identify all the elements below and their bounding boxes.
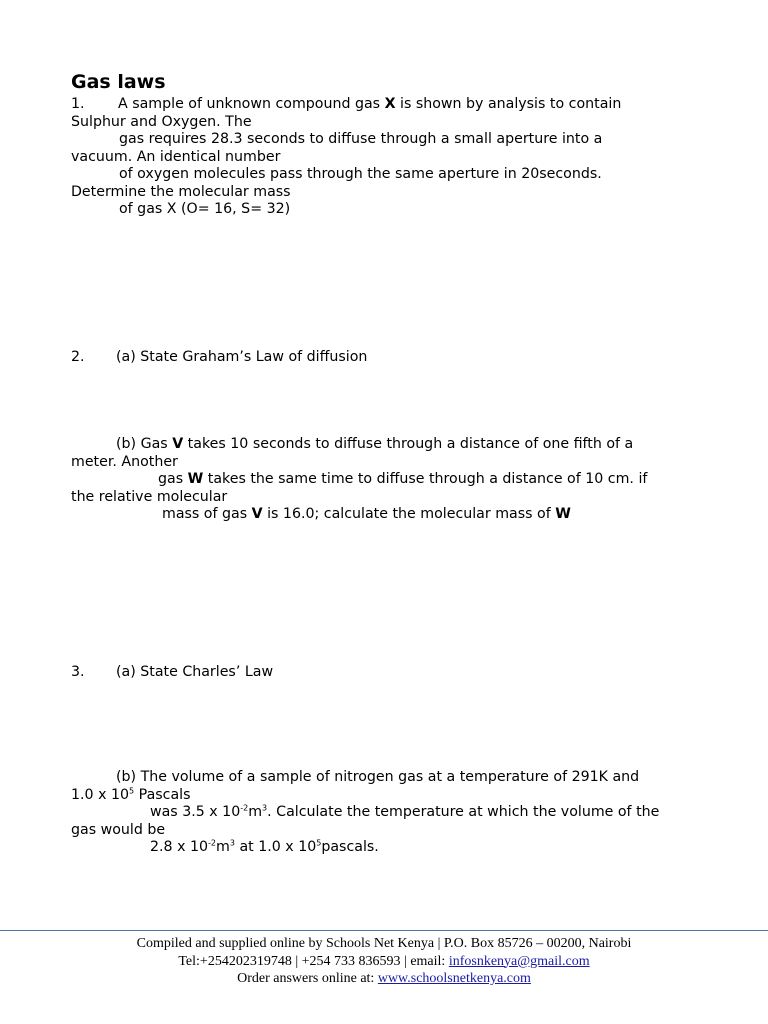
gas-label-v: V [251, 506, 263, 522]
gas-label-x: X [384, 96, 396, 112]
email-link[interactable]: infosnkenya@gmail.com [448, 953, 590, 969]
page-title: Gas laws [71, 71, 166, 93]
gas-label-w: W [187, 471, 204, 487]
question-1: 1. A sample of unknown compound gas X is shown by analysis to contain Sulphur and Oxygen. The gas requires 28.3 seconds to diffuse through a small aperture into a vacuum. An identical number of oxygen molecules pass through the same aperture in 20seconds. Determine the molecular mass of gas X (O= 16, S= 32) [71, 96, 622, 217]
footer-order: Order answers online at: www.schoolsnetkenya.com [237, 971, 531, 986]
footer-credit: Compiled and supplied online by Schools Net Kenya | P.O. Box 85726 – 00200, Nairobi [136, 936, 632, 951]
footer-divider [0, 930, 768, 931]
document-body [71, 70, 701, 857]
question-2a: (a) State Graham’s Law of diffusion [116, 348, 368, 365]
website-link[interactable]: www.schoolsnetkenya.com [377, 971, 531, 986]
footer-contact: Tel:+254202319748 | +254 733 836593 | email: infosnkenya@gmail.com [178, 953, 590, 969]
question-number: 1. [71, 96, 85, 112]
answer-space [71, 681, 701, 769]
question-3b: (b) The volume of a sample of nitrogen gas at a temperature of 291K and [116, 769, 640, 785]
gas-label-v: V [172, 436, 184, 452]
question-2: 2. (a) State Graham’s Law of diffusion (b) Gas V takes 10 seconds to diffuse through a distance of one fifth of a meter. Another gas W takes the same time to diffuse through a distance of 10 cm. if the relative molecular mass of gas V is 16.0; calculate the molecular mass of W [71, 349, 701, 524]
answer-space [71, 219, 701, 349]
question-3a: (a) State Charles’ Law [116, 663, 274, 680]
answer-space [71, 524, 701, 664]
question-2b: (b) Gas V takes 10 seconds to diffuse through a distance of one fifth of a [116, 436, 634, 452]
gas-label-w: W [555, 506, 571, 522]
question-number: 2. [71, 348, 85, 365]
question-number: 3. [71, 663, 85, 680]
question-3: 3. (a) State Charles’ Law (b) The volume of a sample of nitrogen gas at a temperature of 291K and 1.0 x $10^5$ Pascals was 3.5 x $10^{-2}m^3$. Calculate the temperature at which the volume of the gas would be 2.8 x $10^{-2}m^3$ at 1.0 x $10^5pascals$. [71, 664, 701, 857]
page-footer [0, 935, 768, 988]
answer-space [71, 366, 701, 436]
